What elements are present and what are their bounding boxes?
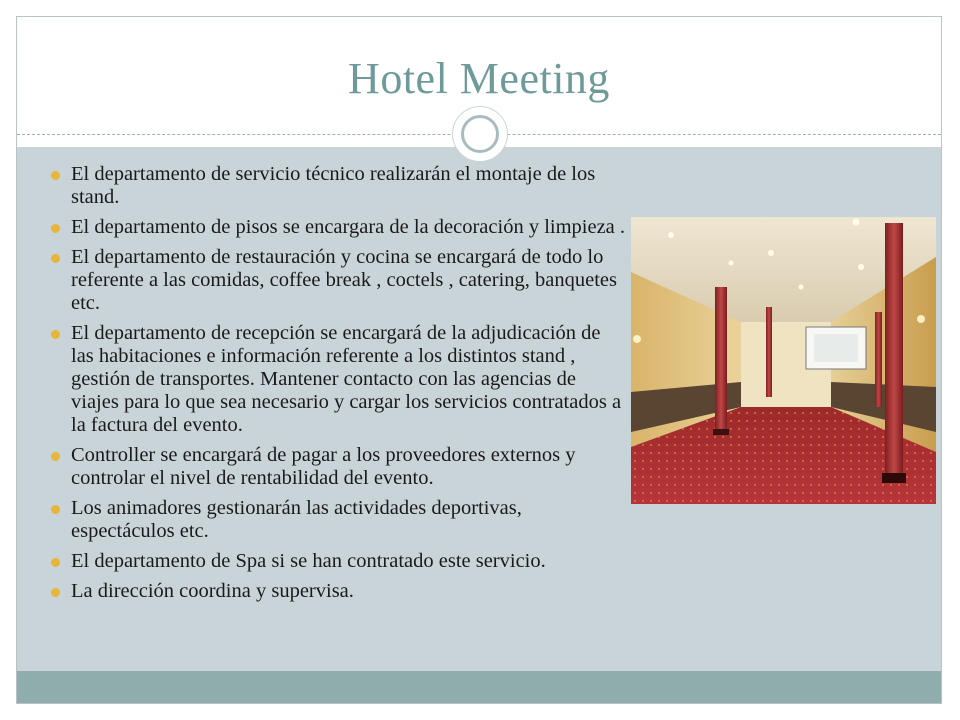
circle-ornament (453, 107, 507, 161)
bullet-item (47, 497, 627, 543)
bullet-dot-icon (51, 330, 60, 339)
bullet-item (47, 444, 627, 490)
bullet-text: Los animadores gestionarán las actividades deportivas, espectáculos etc. (71, 497, 522, 542)
bullet-dot-icon (51, 254, 60, 263)
bullet-dot-icon (51, 224, 60, 233)
bullet-text: La dirección coordina y supervisa. (71, 580, 354, 602)
bullet-text: El departamento de recepción se encargará de la adjudicación de las habitaciones e información referente a los distintos stand , gestión de transportes. Mantener contacto con las agencias de viajes para lo que sea necesario y cargar los servicios contratados a la factura del evento. (71, 322, 622, 436)
bullet-text: Controller se encargará de pagar a los proveedores externos y controlar el nivel de rentabilidad del evento. (71, 444, 576, 489)
bullet-list (47, 163, 627, 610)
bullet-text: El departamento de restauración y cocina se encargará de todo lo referente a las comidas, coffee break , coctels , catering, banquetes etc. (71, 246, 618, 314)
bullet-item (47, 246, 627, 315)
bottom-bar (17, 671, 941, 704)
bullet-dot-icon (51, 588, 60, 597)
meeting-room-photo (631, 217, 936, 504)
bullet-item (47, 163, 627, 209)
bullet-dot-icon (51, 452, 60, 461)
bullet-item (47, 322, 627, 437)
bullet-dot-icon (51, 171, 60, 180)
bullet-item (47, 550, 627, 573)
bullet-dot-icon (51, 505, 60, 514)
bullet-text: El departamento de servicio técnico realizarán el montaje de los stand. (71, 163, 596, 208)
bullet-item (47, 580, 627, 603)
bullet-dot-icon (51, 558, 60, 567)
bullet-item (47, 216, 627, 239)
slide-title: Hotel Meeting (348, 54, 610, 103)
slide (16, 16, 942, 704)
bullet-text: El departamento de pisos se encargara de la decoración y limpieza . (71, 216, 626, 238)
bullet-text: El departamento de Spa si se han contratado este servicio. (71, 550, 546, 572)
